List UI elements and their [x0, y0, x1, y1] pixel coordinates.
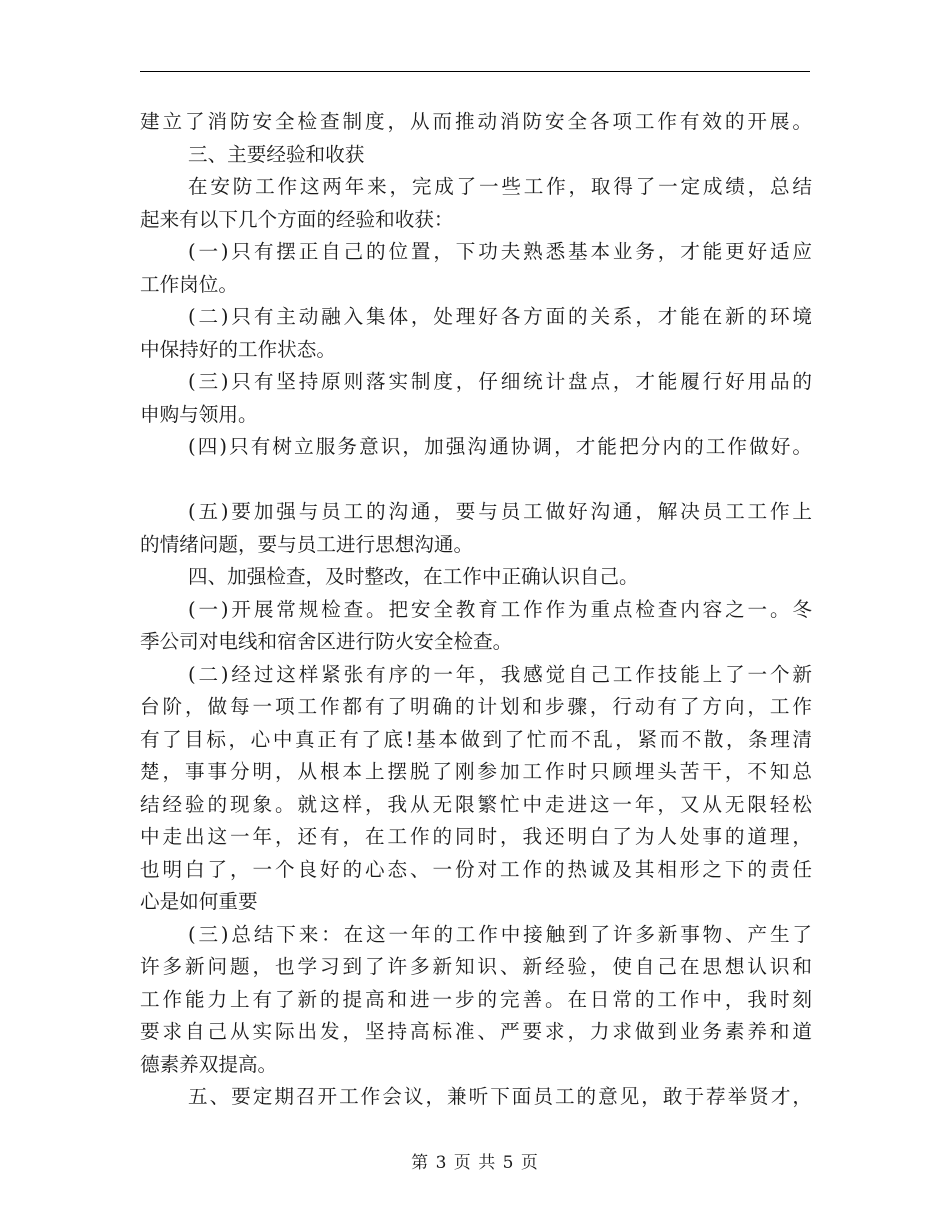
text-line: 的情绪问题，要与员工进行思想沟通。	[140, 532, 474, 556]
text-line: 申购与领用。	[140, 402, 258, 426]
text-line: 中保持好的工作状态。	[140, 337, 336, 361]
text-line: (三)总结下来：在这一年的工作中接触到了许多新事物、产生了	[188, 922, 812, 946]
blank-line	[140, 464, 812, 497]
text-line: (二)经过这样紧张有序的一年，我感觉自己工作技能上了一个新	[188, 662, 812, 686]
text-line: 工作岗位。	[140, 272, 238, 296]
text-line: 也明白了，一个良好的心态、一份对工作的热诚及其相形之下的责任	[140, 857, 812, 881]
text-line: (一)开展常规检查。把安全教育工作作为重点检查内容之一。冬	[188, 597, 812, 621]
text-line: 有了目标，心中真正有了底!基本做到了忙而不乱，紧而不散，条理清	[140, 727, 812, 751]
section-heading: 四、加强检查，及时整改，在工作中正确认识自己。	[188, 565, 639, 588]
text-line: (四)只有树立服务意识，加强沟通协调，才能把分内的工作做好。	[188, 435, 812, 458]
text-line: 许多新问题，也学习到了许多新知识、新经验，使自己在思想认识和	[140, 955, 812, 978]
page-number: 第 3 页 共 5 页	[411, 1153, 539, 1173]
text-line: 五、要定期召开工作会议，兼听下面员工的意见，敢于荐举贤才，	[188, 1085, 812, 1108]
text-line: (一)只有摆正自己的位置，下功夫熟悉基本业务，才能更好适应	[188, 240, 812, 263]
header-rule	[140, 71, 810, 72]
section-heading: 三、主要经验和收获	[188, 142, 365, 166]
text-line: 德素养双提高。	[140, 1052, 278, 1076]
text-line: 台阶，做每一项工作都有了明确的计划和步骤，行动有了方向，工作	[140, 695, 812, 718]
text-line: 心是如何重要	[140, 890, 258, 913]
text-line: 工作能力上有了新的提高和进一步的完善。在日常的工作中，我时刻	[140, 987, 812, 1011]
text-line: 中走出这一年，还有，在工作的同时，我还明白了为人处事的道理，	[140, 825, 812, 848]
text-line: 要求自己从实际出发，坚持高标准、严要求，力求做到业务素养和道	[140, 1020, 812, 1043]
text-line: (二)只有主动融入集体，处理好各方面的关系，才能在新的环境	[188, 305, 812, 328]
text-line: 季公司对电线和宿舍区进行防火安全检查。	[140, 630, 513, 653]
text-line: (三)只有坚持原则落实制度，仔细统计盘点，才能履行好用品的	[188, 370, 812, 393]
text-line: 楚，事事分明，从根本上摆脱了刚参加工作时只顾埋头苦干，不知总	[140, 760, 812, 783]
text-line: 起来有以下几个方面的经验和收获：	[140, 207, 454, 231]
document-body	[140, 106, 812, 1114]
text-line: 结经验的现象。就这样，我从无限繁忙中走进这一年，又从无限轻松	[140, 792, 812, 816]
text-line: (五)要加强与员工的沟通，要与员工做好沟通，解决员工工作上	[188, 500, 812, 523]
text-line: 在安防工作这两年来，完成了一些工作，取得了一定成绩，总结	[188, 175, 812, 198]
text-line: 建立了消防安全检查制度，从而推动消防安全各项工作有效的开展。	[140, 110, 812, 133]
